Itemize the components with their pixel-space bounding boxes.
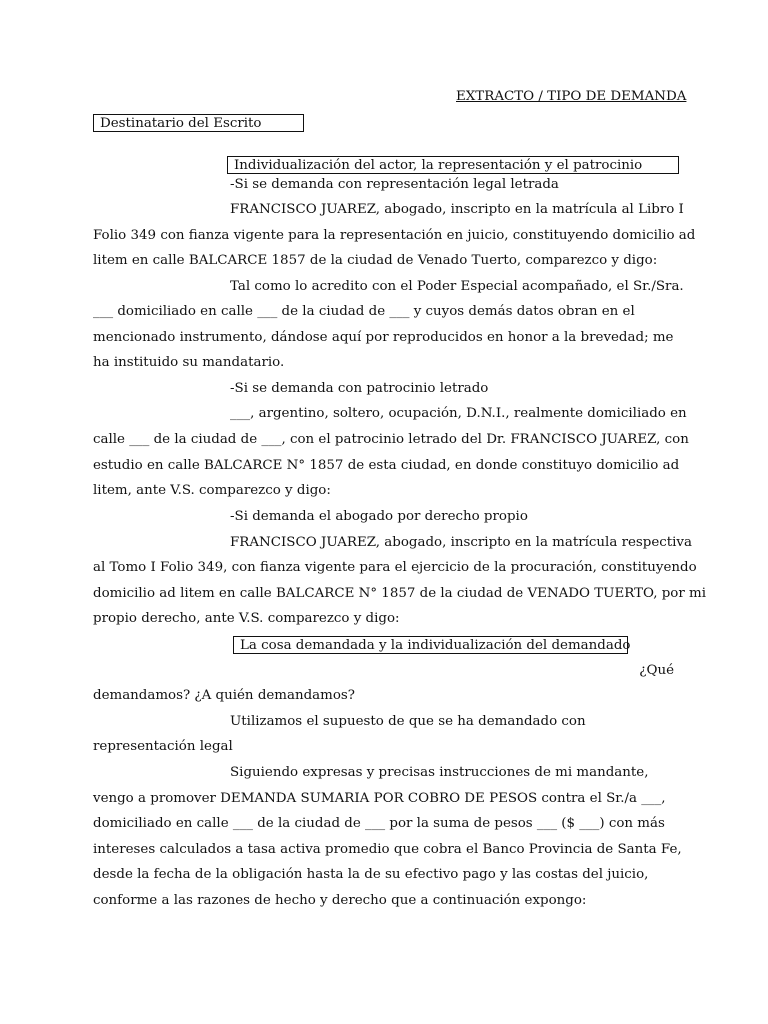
text-line: mencionado instrumento, dándose aquí por reproducidos en honor a la brevedad; me (93, 330, 674, 345)
text-line: demandamos? ¿A quién demandamos? (93, 688, 355, 703)
text-line: conforme a las razones de hecho y derecho que a continuación expongo: (93, 893, 587, 908)
text-line: litem, ante V.S. comparezco y digo: (93, 483, 331, 498)
text-line: -Si se demanda con patrocinio letrado (230, 381, 489, 396)
text-line: ___, argentino, soltero, ocupación, D.N.I., realmente domiciliado en (230, 406, 687, 421)
text-line: ___ domiciliado en calle ___ de la ciudad de ___ y cuyos demás datos obran en el (93, 304, 635, 319)
box-individualizacion: Individualización del actor, la representación y el patrocinio (227, 156, 679, 174)
text-line: desde la fecha de la obligación hasta la de su efectivo pago y las costas del juicio, (93, 867, 649, 882)
text-line: Utilizamos el supuesto de que se ha demandado con (230, 714, 586, 729)
text-line: Folio 349 con fianza vigente para la representación en juicio, constituyendo domicilio ad (93, 228, 696, 243)
text-line: intereses calculados a tasa activa promedio que cobra el Banco Provincia de Santa Fe, (93, 842, 682, 857)
text-line: representación legal (93, 739, 233, 754)
document-title: EXTRACTO / TIPO DE DEMANDA (456, 89, 687, 104)
text-line: ¿Qué (639, 663, 674, 678)
box-cosa-demandada: La cosa demandada y la individualización del demandado (233, 636, 628, 654)
text-line: Tal como lo acredito con el Poder Especial acompañado, el Sr./Sra. (230, 279, 684, 294)
text-line: litem en calle BALCARCE 1857 de la ciudad de Venado Tuerto, comparezco y digo: (93, 253, 658, 268)
text-line: Siguiendo expresas y precisas instrucciones de mi mandante, (230, 765, 649, 780)
text-line: FRANCISCO JUAREZ, abogado, inscripto en la matrícula al Libro I (230, 202, 684, 217)
text-line: propio derecho, ante V.S. comparezco y digo: (93, 611, 400, 626)
text-line: FRANCISCO JUAREZ, abogado, inscripto en la matrícula respectiva (230, 535, 692, 550)
text-line: ha instituido su mandatario. (93, 355, 285, 370)
text-line: domicilio ad litem en calle BALCARCE N° 1857 de la ciudad de VENADO TUERTO, por mi (93, 586, 707, 601)
text-line: -Si demanda el abogado por derecho propio (230, 509, 528, 524)
text-line: domiciliado en calle ___ de la ciudad de ___ por la suma de pesos ___ ($ ___) con más (93, 816, 665, 831)
text-line: vengo a promover DEMANDA SUMARIA POR COBRO DE PESOS contra el Sr./a ___, (93, 791, 666, 806)
text-line: -Si se demanda con representación legal letrada (230, 177, 559, 192)
text-line: al Tomo I Folio 349, con fianza vigente para el ejercicio de la procuración, constituyendo (93, 560, 697, 575)
text-line: calle ___ de la ciudad de ___, con el patrocinio letrado del Dr. FRANCISCO JUAREZ, con (93, 432, 689, 447)
text-line: estudio en calle BALCARCE N° 1857 de esta ciudad, en donde constituyo domicilio ad (93, 458, 680, 473)
box-destinatario: Destinatario del Escrito (93, 114, 304, 132)
